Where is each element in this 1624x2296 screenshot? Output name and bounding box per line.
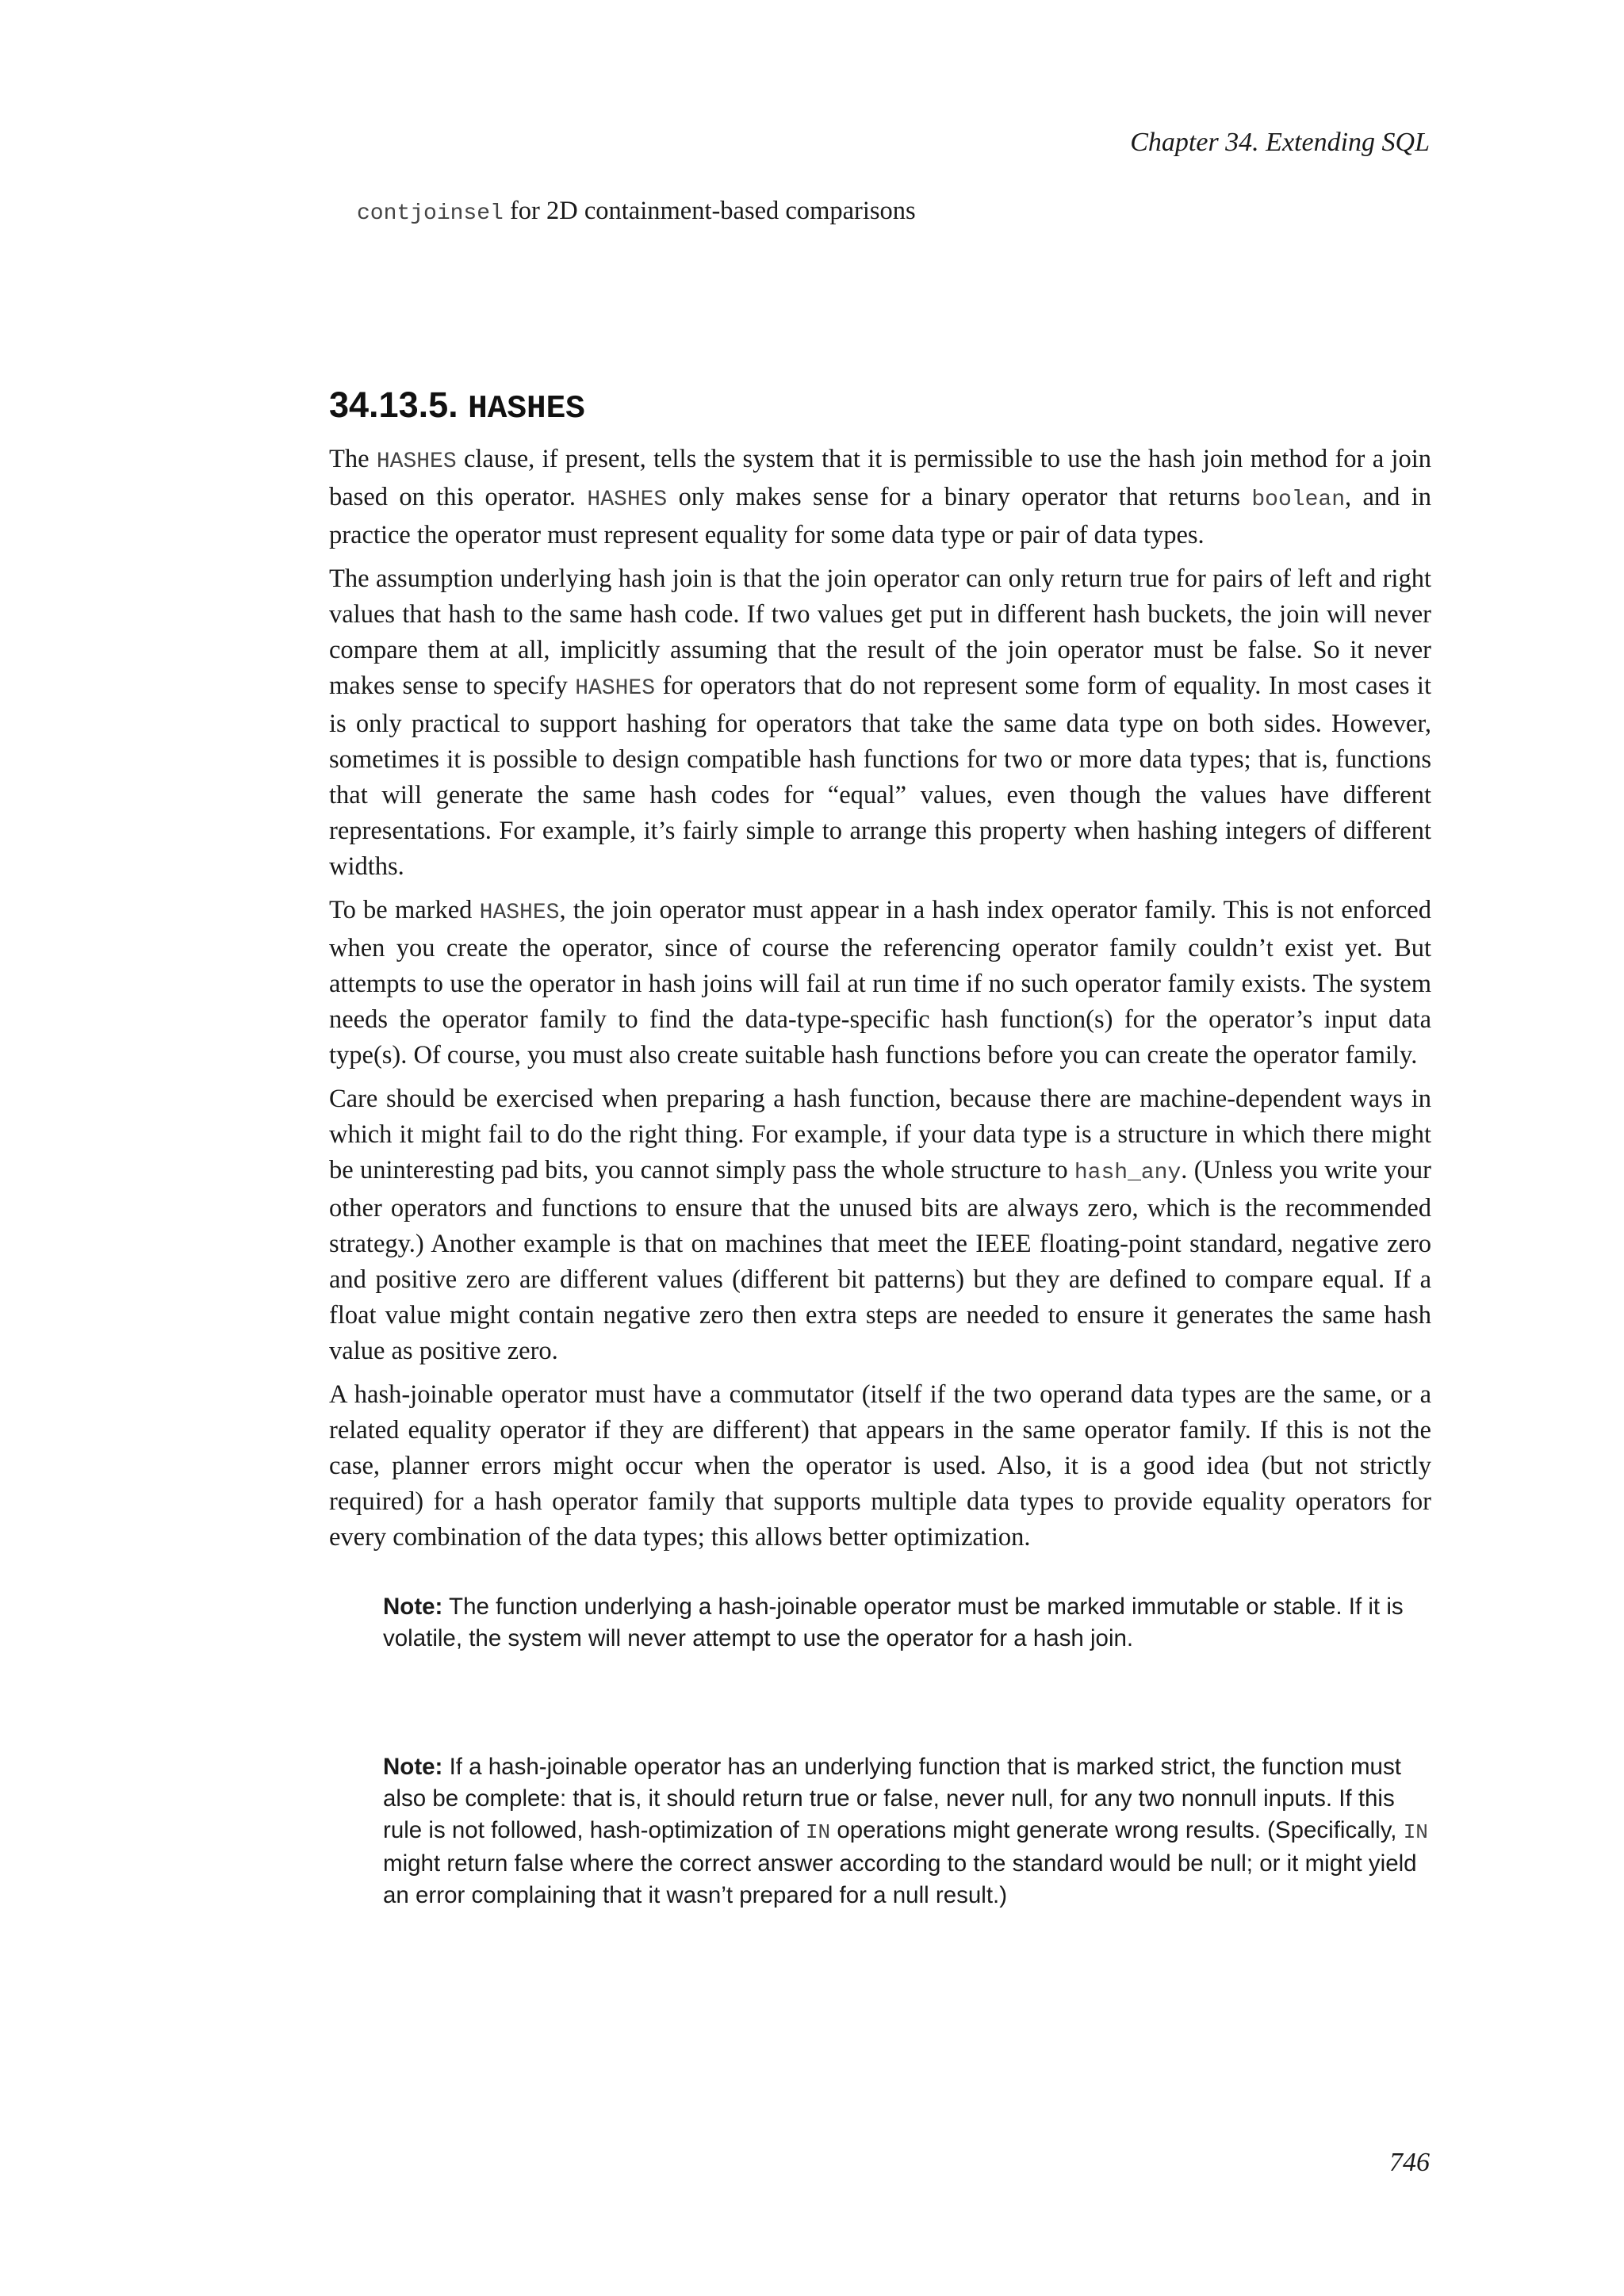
paragraph-2 bbox=[329, 561, 1431, 885]
section-number: 34.13.5. bbox=[329, 385, 469, 425]
paragraph-2-text: The assumption underlying hash join is that the join operator can only return true for pairs of left and right values that hash to the same hash code. If two values get put in different hash buckets, the join will never compare them at all, implicitly assuming that the result of the join operator must be false. So it never makes sense to specify bbox=[329, 564, 1431, 700]
paragraph-1-text: only makes sense for a binary operator that returns bbox=[667, 483, 1252, 511]
paragraph-1-text: The bbox=[329, 445, 377, 473]
code-in: IN bbox=[805, 1820, 831, 1844]
code-boolean: boolean bbox=[1251, 488, 1345, 512]
code-in: IN bbox=[1403, 1820, 1428, 1844]
paragraph-1-text: , and in practice the operator must represent equality for some data type or pair of data types. bbox=[329, 483, 1431, 549]
note-2-text: If a hash-joinable operator has an underlying function that is marked strict, the function must also be complete: that is, it should return true or false, never null, for any two nonnull inputs. If this rule is not followed, hash-optimization of bbox=[383, 1754, 1401, 1843]
intro-code: contjoinsel bbox=[357, 201, 504, 226]
intro-line bbox=[357, 193, 1431, 232]
code-hashes: HASHES bbox=[376, 450, 457, 474]
section-title-code: HASHES bbox=[468, 391, 585, 427]
paragraph-4 bbox=[329, 1081, 1431, 1369]
paragraph-1-text: clause, if present, tells the system that it is permissible to use the hash join method for a join based on this operator. bbox=[329, 445, 1431, 511]
paragraph-3-text: To be marked bbox=[329, 896, 480, 924]
paragraph-5 bbox=[329, 1377, 1431, 1556]
paragraph-2-text: for operators that do not represent some form of equality. In most cases it is only practical to support hashing for operators that take the same data type on both sides. However, sometimes it is possible to design compatible hash functions for two or more data types; that is, functions that will generate the same hash codes for “equal” values, even though the values have different representations. For example, it’s fairly simple to arrange this property when hashing integers of different widths. bbox=[329, 672, 1431, 881]
intro-text: for 2D containment-based comparisons bbox=[503, 197, 916, 225]
note-2-text: might return false where the correct answer according to the standard would be null; or it might yield an error complaining that it wasn’t prepared for a null result.) bbox=[383, 1850, 1417, 1908]
paragraph-3 bbox=[329, 893, 1431, 1073]
section-title bbox=[329, 383, 1431, 431]
note-label: Note: bbox=[383, 1594, 443, 1620]
running-head: Chapter 34. Extending SQL bbox=[1130, 128, 1430, 157]
code-hash-any: hash_any bbox=[1074, 1161, 1182, 1185]
page-number: 746 bbox=[1389, 2148, 1430, 2177]
note-1 bbox=[383, 1591, 1433, 1655]
code-hashes: HASHES bbox=[479, 901, 560, 925]
note-1-text: The function underlying a hash-joinable operator must be marked immutable or stable. If it is volatile, the system will never attempt to use the operator for a hash join. bbox=[383, 1594, 1404, 1651]
paragraph-3-text: , the join operator must appear in a hash index operator family. This is not enforced when you create the operator, since of course the referencing operator family couldn’t exist yet. But attempts to use the operator in hash joins will fail at run time if no such operator family exists. The system needs the operator family to find the data-type-specific hash function(s) for the operator’s input data type(s). Of course, you must also create suitable hash functions before you can create the operator family. bbox=[329, 896, 1431, 1070]
paragraph-5-text: A hash-joinable operator must have a commutator (itself if the two operand data types are the same, or a related equality operator if they are different) that appears in the same operator family. If this is not the case, planner errors might occur when the operator is used. Also, it is a good idea (but not strictly required) for a hash operator family that supports multiple data types to provide equality operators for every combination of the data types; this allows better optimization. bbox=[329, 1380, 1431, 1552]
note-2-text: operations might generate wrong results. (Specifically, bbox=[830, 1817, 1404, 1843]
paragraph-1 bbox=[329, 442, 1431, 553]
note-label: Note: bbox=[383, 1754, 443, 1780]
note-2 bbox=[383, 1751, 1433, 1911]
paragraph-4-text: . (Unless you write your other operators and functions to ensure that the unused bits are always zero, which is the recommended strategy.) Another example is that on machines that meet the IEEE floating-point standard, negative zero and positive zero are different values (different bit patterns) but they are defined to compare equal. If a float value might contain negative zero then extra steps are needed to ensure it generates the same hash value as positive zero. bbox=[329, 1156, 1431, 1365]
code-hashes: HASHES bbox=[575, 676, 656, 701]
code-hashes: HASHES bbox=[587, 488, 668, 512]
paragraph-4-text: Care should be exercised when preparing a hash function, because there are machine-dependent ways in which it might fail to do the right thing. For example, if your data type is a structure in which there might be uninteresting pad bits, you cannot simply pass the whole structure to bbox=[329, 1085, 1431, 1184]
page-content bbox=[329, 193, 1431, 1911]
